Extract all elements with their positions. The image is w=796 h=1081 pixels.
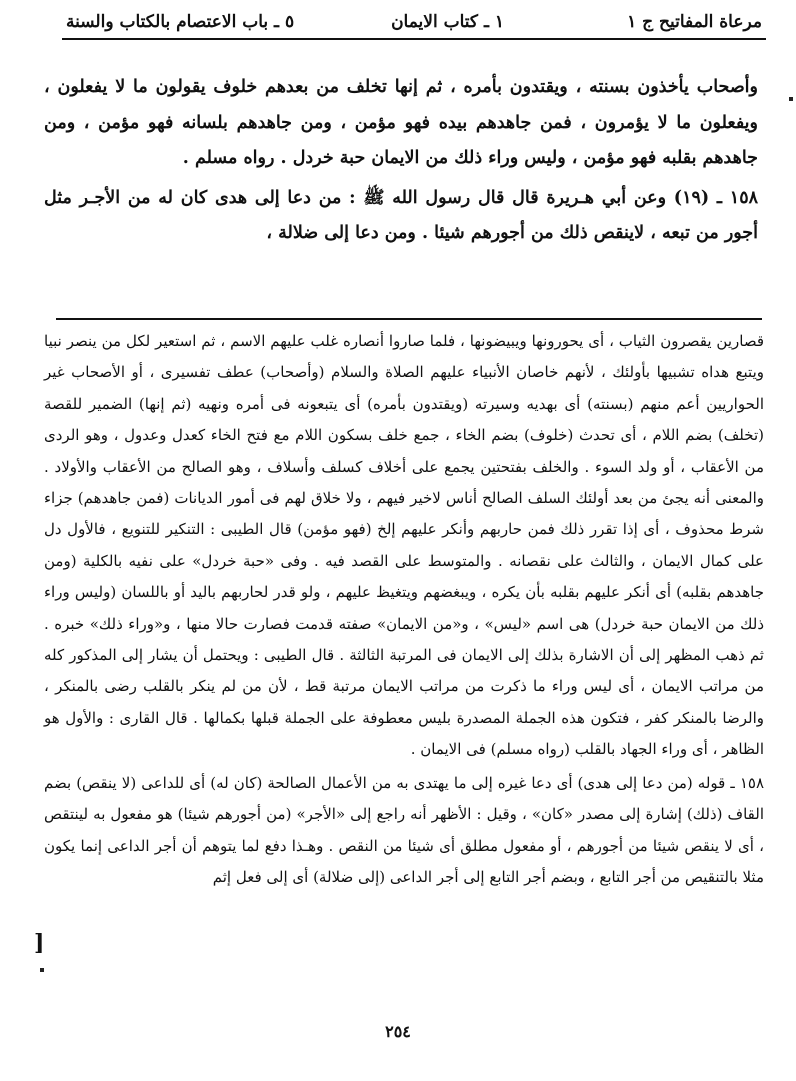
commentary-text [44,326,764,893]
hadith-text [44,70,758,252]
commentary-paragraph-2: ١٥٨ ـ قوله (من دعا إلى هدى) أى دعا غيره إلى ما يهتدى به من الأعمال الصالحة (كان له) أى للداعى (لا ينقص) بضم القاف (ذلك) إشارة إلى مصدر «كان» ، وقيل : الأظهر أنه راجع إلى «الأجر» (من أجورهم شيئا) هو مفعول به لينتقص ، أى لا ينقص شيئا من أجورهم ، أو مفعول مطلق أى شيئا من النقص . وهـذا دفع لما يتوهم أن أجر الداعى إنما يكون مثلا بالتنقيص من أجر التابع ، وبضم أجر التابع إلى أجر الداعى (إلى ضلالة) أى إلى فعل إثم [44,773,764,886]
margin-bracket: ] [34,930,45,956]
section-divider [56,318,762,320]
hadith-paragraph-2: ١٥٨ ـ (١٩) وعن أبي هـريرة قال قال رسول الله ﷺ : من دعا إلى هدى كان له من الأجـر مثل أجور من تبعه ، لاينقص ذلك من أجورهم شيئا . ومن دعا إلى ضلالة ، [44,187,758,243]
page-number: ٢٥٤ [385,1022,411,1041]
scan-speck-right [789,97,793,101]
header-book-title: مرعاة المفاتيح ج ١ [627,12,762,32]
commentary-paragraph-1: قصارين يقصرون الثياب ، أى يحورونها ويبيضونها ، فلما صاروا أنصاره غلب عليهم الاسم ، ثم استعير لكل من ينصر نبيا ويتبع هداه تشبيها بأولئك ، لأنهم خاصان الأنبياء عليهم الصلاة والسلام (وأصحاب) عطف تفسيرى ، أو الأصحاب غير الحواريين أعم منهم (بسنته) أى بهديه وسيرته (ويقتدون بأمره) أى يتبعونه فى أمره ونهيه (ثم إنها) الضمير للقصة (تخلف) بضم اللام ، أى تحدث (خلوف) بضم الخاء ، جمع خلف بسكون اللام مع فتح الخاء كعدل وعدول ، وهو الردى من الأعقاب ، أو ولد السوء . والخلف بفتحتين يجمع على أخلاف كسلف وأسلاف ، وهو الصالح من الأعقاب والأولاد . والمعنى أنه يجئ من بعد أولئك السلف الصالح أناس لاخير فيهم ، ولا خلاق لهم فى أمور الديانات (فمن جاهدهم) جزاء شرط محذوف ، أى إذا تقرر ذلك فمن حاربهم وأنكر عليهم إلخ (فهو مؤمن) قال الطيبى : التنكير للتنويع ، فالأول دل على كمال الايمان ، والثالث على نقصانه . والمتوسط على القصد فيه . وفى «حبة خردل» على نفيه بالكلية (ومن جاهدهم بقلبه) أى أنكر عليهم بقلبه بأن يكره ، ويبغضهم ويتغيظ عليهم ، ولو قدر لحاربهم باليد أو باللسان (وليس وراء ذلك من الايمان حبة خردل) هى اسم «ليس» ، و«من الايمان» صفته قدمت فصارت حالا منها ، و«وراء ذلك» خبره . ثم ذهب المظهر إلى أن الاشارة بذلك إلى الايمان فى المرتبة الثالثة . قال الطيبى : ويحتمل أن يشار إلى المذكور كله من مراتب الايمان ، أى ليس وراء ما ذكرت من مراتب الايمان مرتبة قط ، لأن من لم ينكر بالقلب رضى بالمنكر ، والرضا بالمنكر كفر ، فتكون هذه الجملة المصدرة بليس معطوفة على الجملة قبلها بكمالها . قال القارى : والأول هو الظاهر ، أى وراء الجهاد بالقلب (رواه مسلم) فى الايمان . [44,332,764,759]
header-section-title: ٥ ـ باب الاعتصام بالكتاب والسنة [66,12,295,32]
hadith-paragraph-1: وأصحاب يأخذون بسنته ، ويقتدون بأمره ، ثم إنها تخلف من بعدهم خلوف يقولون ما لا يفعلون ، ويفعلون ما لا يؤمرون ، فمن جاهدهم بيده فهو مؤمن ، ومن جاهدهم بلسانه فهو مؤمن ، ومن جاهدهم بقلبه فهو مؤمن ، وليس وراء ذلك من الايمان حبة خردل . رواه مسلم . [44,77,758,168]
header-chapter-title: ١ ـ كتاب الايمان [391,12,504,32]
running-header [62,8,766,40]
scan-speck-left [40,968,44,972]
